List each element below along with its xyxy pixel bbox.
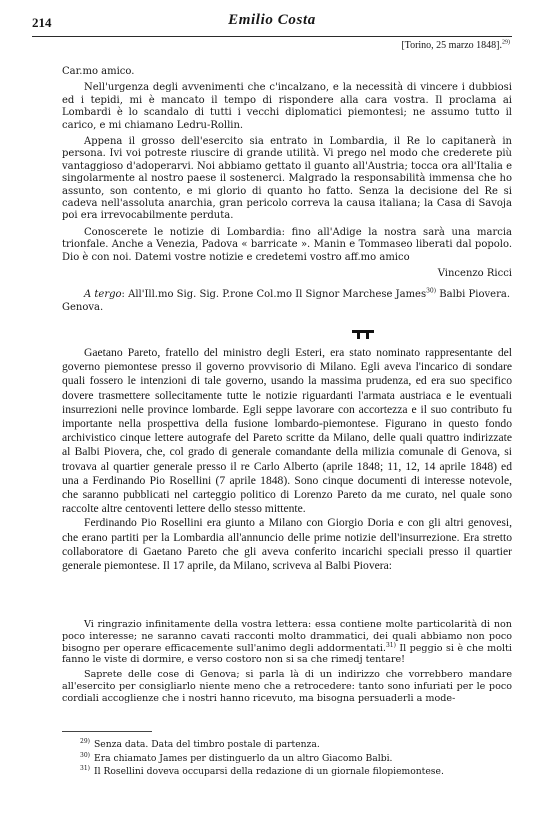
running-head: Emilio Costa: [228, 12, 316, 28]
footnote: [80, 765, 510, 779]
footnote-text: Senza data. Data del timbro postale di partenza.: [93, 739, 320, 750]
quote-text-end: Il peggio si è che molti fanno le viste di dormire, e verso costoro non si sa che rimedj tentare!: [62, 642, 512, 666]
body-text: [62, 346, 512, 573]
block-quote: [62, 619, 512, 708]
letter-address: [62, 288, 512, 314]
footnote-number: 29): [80, 737, 90, 745]
footnotes: [80, 738, 510, 779]
page-number: 214: [32, 15, 52, 30]
quote-paragraph: [62, 619, 512, 666]
letter-signature: Vincenzo Ricci: [437, 268, 512, 280]
footnote-number: 31): [80, 765, 90, 773]
tergo-text: : All'Ill.mo Sig. Sig. P.rone Col.mo Il Signor Marchese James: [121, 289, 427, 300]
page-header: [32, 12, 512, 37]
quote-text: Vi ringrazio infinitamente della vostra lettera: essa contiene molte particolarità di non poco interesse; ne saranno cavati racconti molto drammatici, dei quali abbiamo non poco bisogno per operare efficacemente sull'animo degli addormentati.: [62, 619, 512, 654]
body-paragraph: Ferdinando Pio Rosellini era giunto a Milano con Giorgio Doria e con gli altri genovesi, che erano partiti per la Lombardia all'annuncio delle prime notizie dell'insurrezione. Era stretto collaboratore di Gaetano Pareto che gli aveva conferito incarichi speciali presso il quartier generale piemontese. Il 17 aprile, da Milano, scriveva al Balbi Piovera:: [62, 516, 512, 573]
footnote: [80, 752, 510, 766]
tergo-label: A tergo: [84, 289, 122, 300]
letter-paragraph: Appena il grosso dell'esercito sia entrato in Lombardia, il Re lo capitanerà in persona. Ivi voi potreste riuscire di grande utilità. Vi prego nel modo che crederete più vantaggioso d'adoperarvi. Noi abbiamo gettato il guanto all'Austria; tocca ora all'Italia e singolarmente al nostro paese il sostenerci. Malgrado la responsabilità immensa che ho assunto, son contento, e mi glorio di quanto ho fatto. Senza la decisione del Re si cadeva nell'assoluta anarchia, gran pericolo correva la causa italiana; la Casa di Savoja poi era irrevocabilmente perduta.: [62, 136, 512, 222]
footnote-ref: 31): [385, 641, 396, 649]
footnote-ref: 30): [426, 287, 437, 295]
printers-mark-icon: [352, 329, 374, 339]
footnote-text: Era chiamato James per distinguerlo da un altro Giacomo Balbi.: [93, 752, 393, 764]
footnote: [80, 738, 510, 752]
letter-paragraph: Conoscerete le notizie di Lombardia: fino all'Adige la nostra sarà una marcia trionfale. Anche a Venezia, Padova « barricate ». Manin e Tommaseo liberati dal popolo. Dio è con noi. Datemi vostre notizie e credetemi vostro aff.mo amico: [62, 226, 512, 263]
letter-text: [62, 66, 512, 281]
letter-salutation: Car.mo amico.: [62, 66, 135, 77]
letter-dateline: [401, 40, 510, 51]
footnote-text: Il Rosellini doveva occuparsi della redazione di un giornale filopiemontese.: [93, 766, 444, 778]
dateline-text: [Torino, 25 marzo 1848].: [401, 40, 502, 51]
footnote-number: 30): [80, 751, 90, 759]
letter-paragraph: Nell'urgenza degli avvenimenti che c'incalzano, e la necessità di vincere i dubbiosi ed i tepidi, mi è mancato il tempo di rispondere alla cara vostra. Il proclama ai Lombardi è lo scandalo di tutti i vecchi diplomatici piemontesi; ne assumo tutto il carico, e mi chiamano Ledru-Rollin.: [62, 82, 512, 131]
footnote-divider: [62, 731, 152, 732]
body-paragraph: Gaetano Pareto, fratello del ministro degli Esteri, era stato nominato rappresentante del governo piemontese presso il governo provvisorio di Milano. Egli aveva l'incarico di sondare quali fossero le intenzioni di tale governo, usando la massima prudenza, ed era suo specifico dovere trasmettere sollecitamente tutte le notizie riguardanti l'armata austriaca e le eventuali insurrezioni nelle province lombarde. Egli seppe lavorare con accortezza e il suo contributo fu importante nella prospettiva della fusione lombardo-piemontese. Figurano in questo fondo archivistico cinque lettere autografe del Pareto scritte da Milano, delle quali quattro indirizzate al Balbi Piovera, che, col grado di generale comandante della milizia comunale di Genova, si trovava al quartier generale presso il re Carlo Alberto (aprile 1848; 11, 12, 14 aprile 1848) ed una a Ferdinando Pio Rosellini (7 aprile 1848). Sono cinque documenti di interesse notevole, che saranno pubblicati nel carteggio politico di Lorenzo Pareto da me curato, nel quale sono raccolte altre centoventi lettere dello stesso mittente.: [62, 346, 512, 516]
tergo-text-end: Balbi Piovera. Genova.: [62, 289, 510, 313]
quote-paragraph: Saprete delle cose di Genova; si parla là di un indirizzo che vorrebbero mandare all'esercito per consigliarlo niente meno che a retrocedere: tanto sono infuriati per le poco cordiali accoglienze che i nostri hanno ricevuto, ma bisogna persuaderli a mode-: [62, 669, 512, 704]
footnote-ref: 29): [502, 39, 510, 46]
